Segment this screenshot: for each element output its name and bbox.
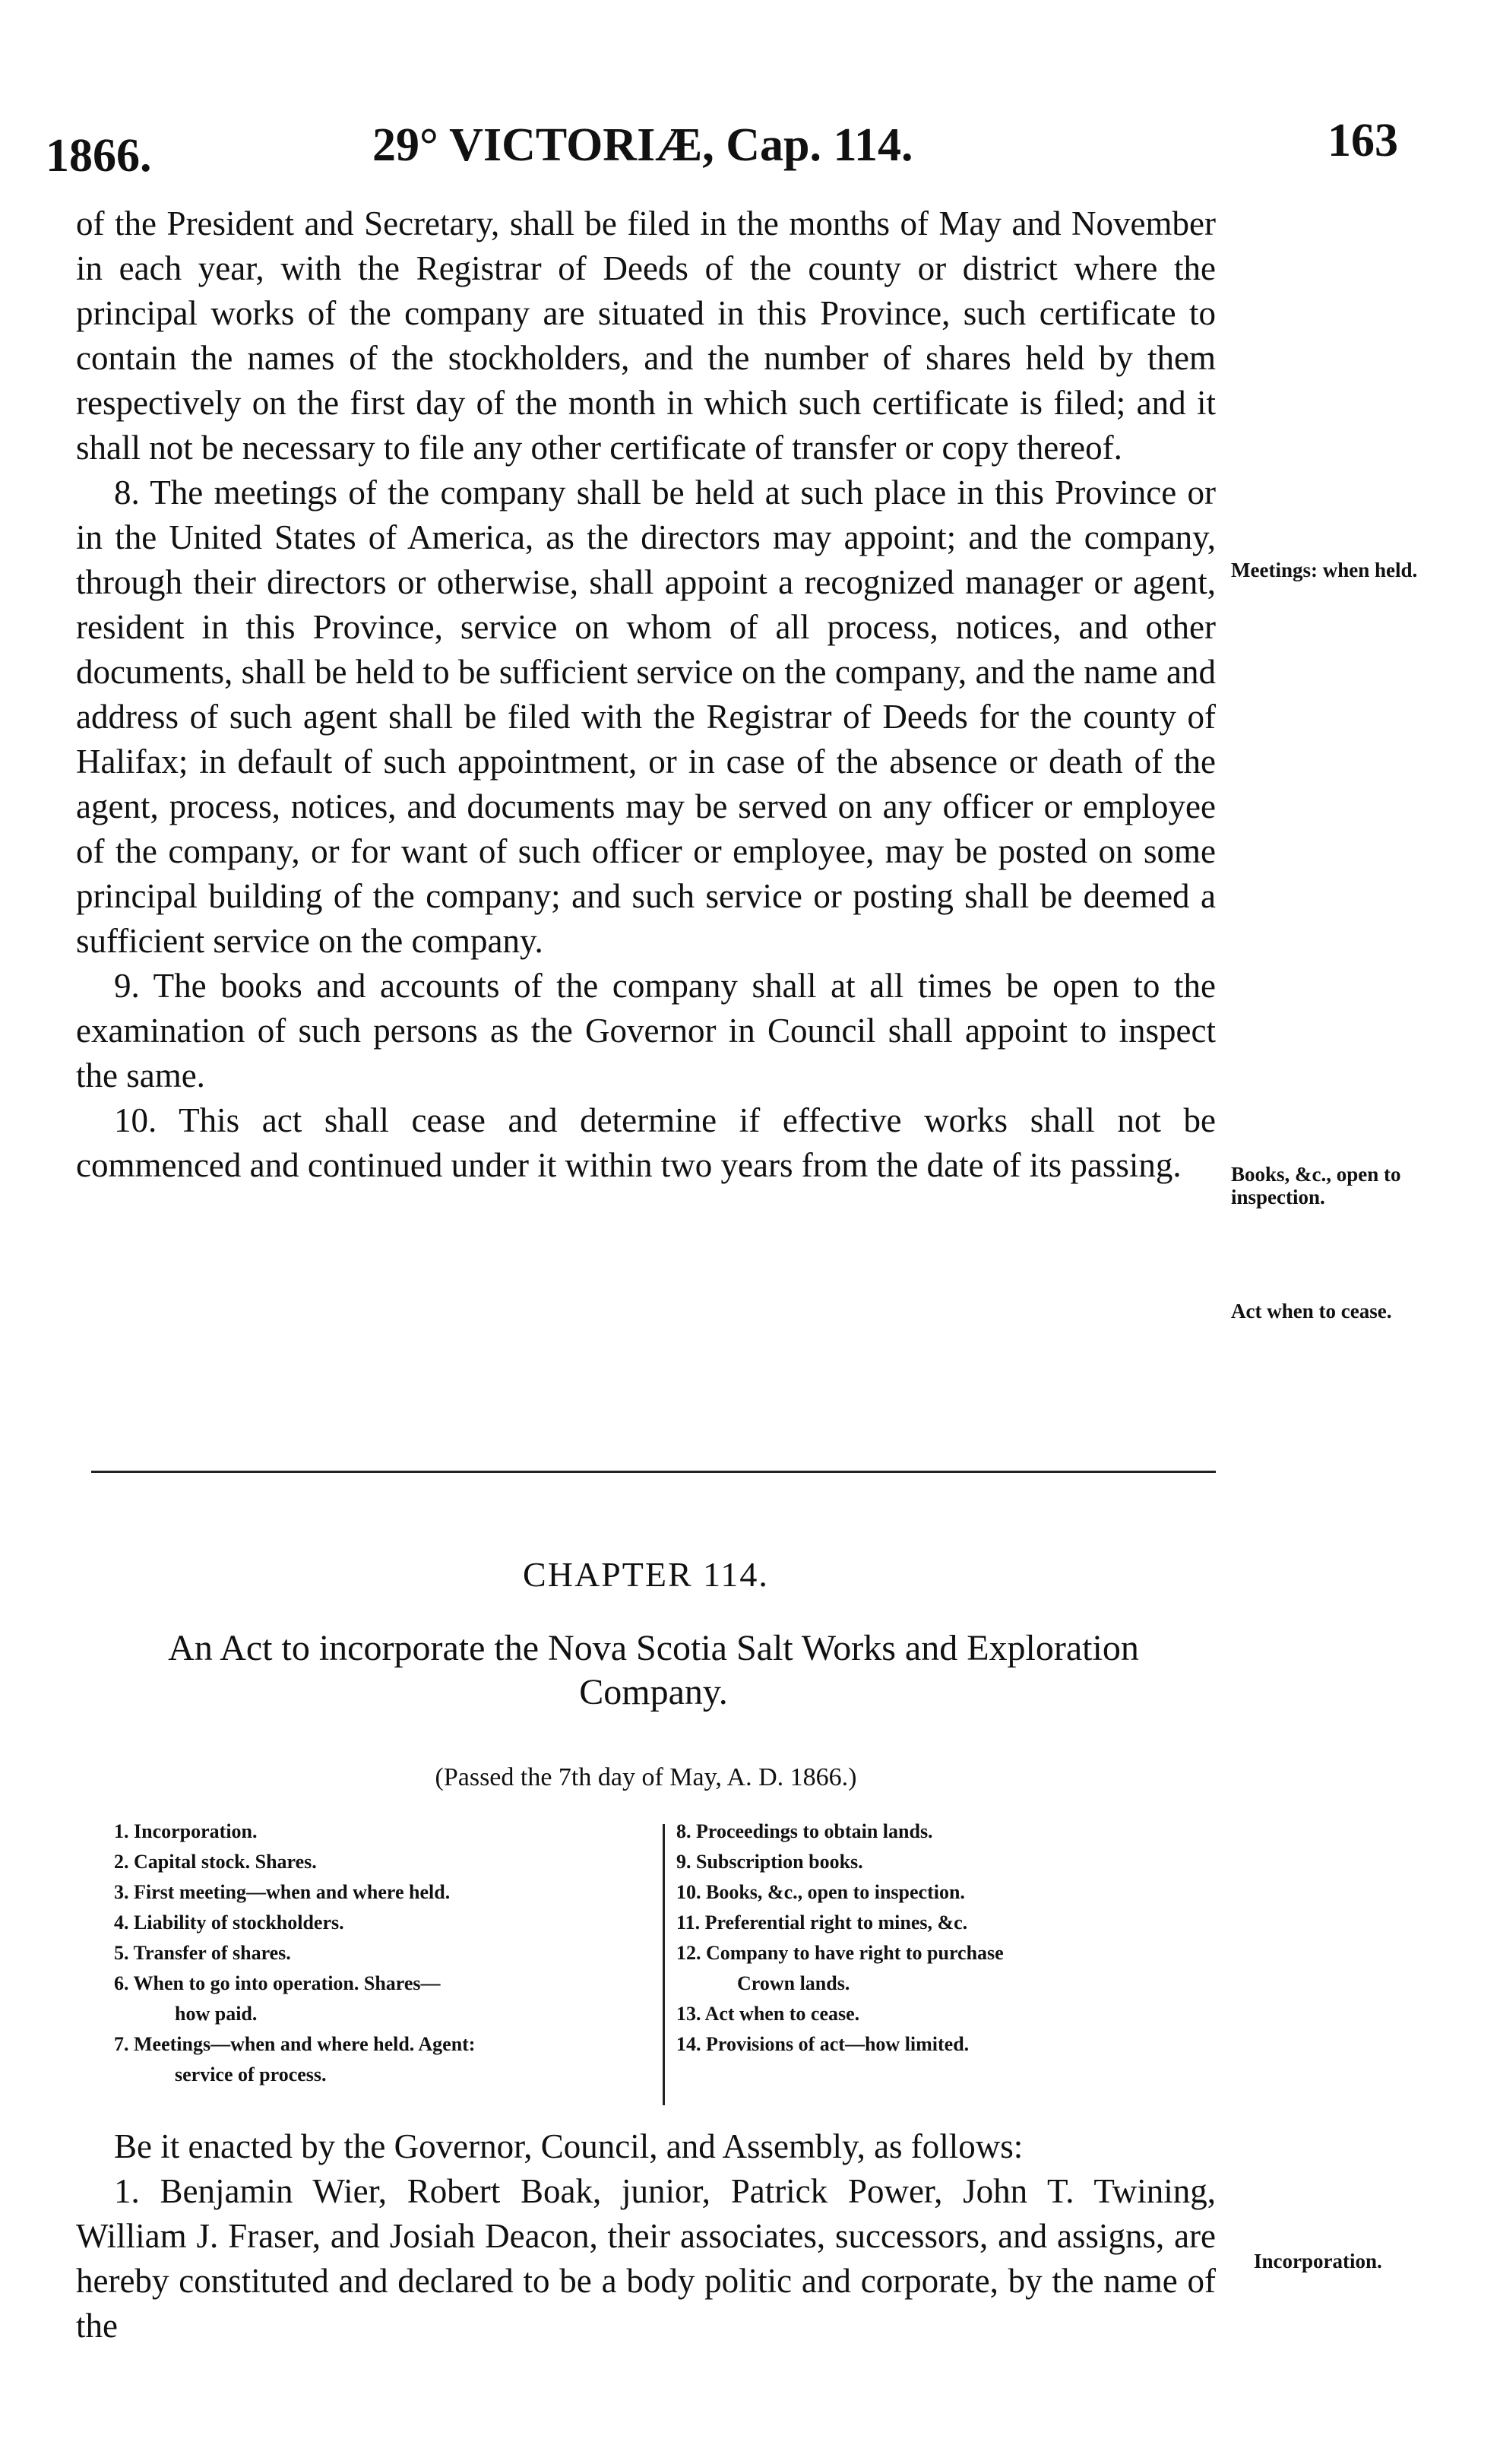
contents-item: 2. Capital stock. Shares.: [114, 1851, 317, 1873]
running-header: [46, 114, 1398, 182]
passed-date: (Passed the 7th day of May, A. D. 1866.): [435, 1763, 857, 1791]
section-10: [76, 1098, 1216, 1188]
contents-item: 9. Subscription books.: [676, 1851, 863, 1873]
section-9-text: The books and accounts of the company shall at all times be open to the examination of such persons as the Governor in Council shall appoint to inspect the same.: [76, 967, 1217, 1094]
section-8-text: The meetings of the company shall be held at such place in this Province or in the United States of America, as the directors may appoint; and the company, through their directors or otherwise, shall appoint a recognized manager or agent, resident in this Province, service on whom of all process, notices, and other documents, shall be held to be sufficient service on the company, and the name and address of such agent shall be filed with the Registrar of Deeds for the county of Halifax; in default of such appointment, or in case of the absence or death of the agent, process, notices, and documents may be served on any officer or employee of the company, or for want of such officer or employee, may be posted on some principal building of the company; and such service or posting shall be deemed a sufficient service on the company.: [76, 473, 1217, 960]
contents-left-column: [114, 1816, 661, 2090]
contents-item: 7. Meetings—when and where held. Agent: service of process.: [114, 2033, 476, 2086]
contents-item: 4. Liability of stockholders.: [114, 1911, 344, 1934]
contents-item: 8. Proceedings to obtain lands.: [676, 1820, 933, 1842]
margin-note-incorporation: Incorporation.: [1254, 2250, 1382, 2272]
contents-item: 6. When to go into operation. Shares— how paid.: [114, 1972, 441, 2025]
section-8-number: 8.: [114, 473, 140, 511]
chapter-heading: CHAPTER 114.: [523, 1555, 769, 1594]
section-8: [76, 470, 1216, 964]
enacting-clause: Be it enacted by the Governor, Council, and Assembly, as follows:: [114, 2127, 1024, 2165]
section-9-number: 9.: [114, 967, 140, 1005]
continuation-paragraph: of the President and Secretary, shall be filed in the months of May and November in each year, with the Registrar of Deeds of the county or district where the principal works of the company are situated in this Province, such certificate to contain the names of the stockholders, and the number of shares held by them respectively on the first day of the month in which such certificate is filed; and it shall not be necessary to file any other certificate of transfer or copy thereof.: [76, 204, 1216, 467]
section-divider-rule: [91, 1471, 1216, 1473]
body-text-lower: [76, 2124, 1216, 2348]
contents-right-column: [676, 1816, 1223, 2060]
contents-item: 5. Transfer of shares.: [114, 1942, 291, 1964]
contents-item: 3. First meeting—when and where held.: [114, 1881, 451, 1903]
act-title: An Act to incorporate the Nova Scotia Salt Works and Exploration Company.: [168, 1628, 1139, 1712]
margin-note-act-cease: Act when to cease.: [1231, 1300, 1392, 1322]
section-10-number: 10.: [114, 1101, 157, 1139]
contents-item: 10. Books, &c., open to inspection.: [676, 1881, 965, 1903]
margin-note-books: Books, &c., open to inspection.: [1231, 1163, 1401, 1208]
section-1: [76, 2169, 1216, 2348]
contents-item: 11. Preferential right to mines, &c.: [676, 1911, 968, 1934]
section-9: [76, 964, 1216, 1098]
contents-item: 14. Provisions of act—how limited.: [676, 2033, 970, 2055]
contents-divider: [663, 1824, 665, 2105]
section-1-number: 1.: [114, 2172, 140, 2210]
page-number: 163: [1328, 115, 1398, 166]
margin-note-meetings: Meetings: when held.: [1231, 559, 1418, 581]
header-year: 1866.: [46, 130, 152, 182]
contents-item: 13. Act when to cease.: [676, 2003, 860, 2025]
body-text-upper: [76, 201, 1216, 1188]
contents-item: 12. Company to have right to purchase Crown lands.: [676, 1942, 1004, 1994]
section-1-text: Benjamin Wier, Robert Boak, junior, Patrick Power, John T. Twining, William J. Fraser, and Josiah Deacon, their associates, successors, and assigns, are hereby constituted and declared to be a body politic and corporate, by the name of the: [76, 2172, 1217, 2345]
contents-item: 1. Incorporation.: [114, 1820, 258, 1842]
header-title: 29° VICTORIÆ, Cap. 114.: [372, 119, 913, 171]
section-10-text: This act shall cease and determine if effective works shall not be commenced and continued under it within two years from the date of its passing.: [76, 1101, 1216, 1184]
